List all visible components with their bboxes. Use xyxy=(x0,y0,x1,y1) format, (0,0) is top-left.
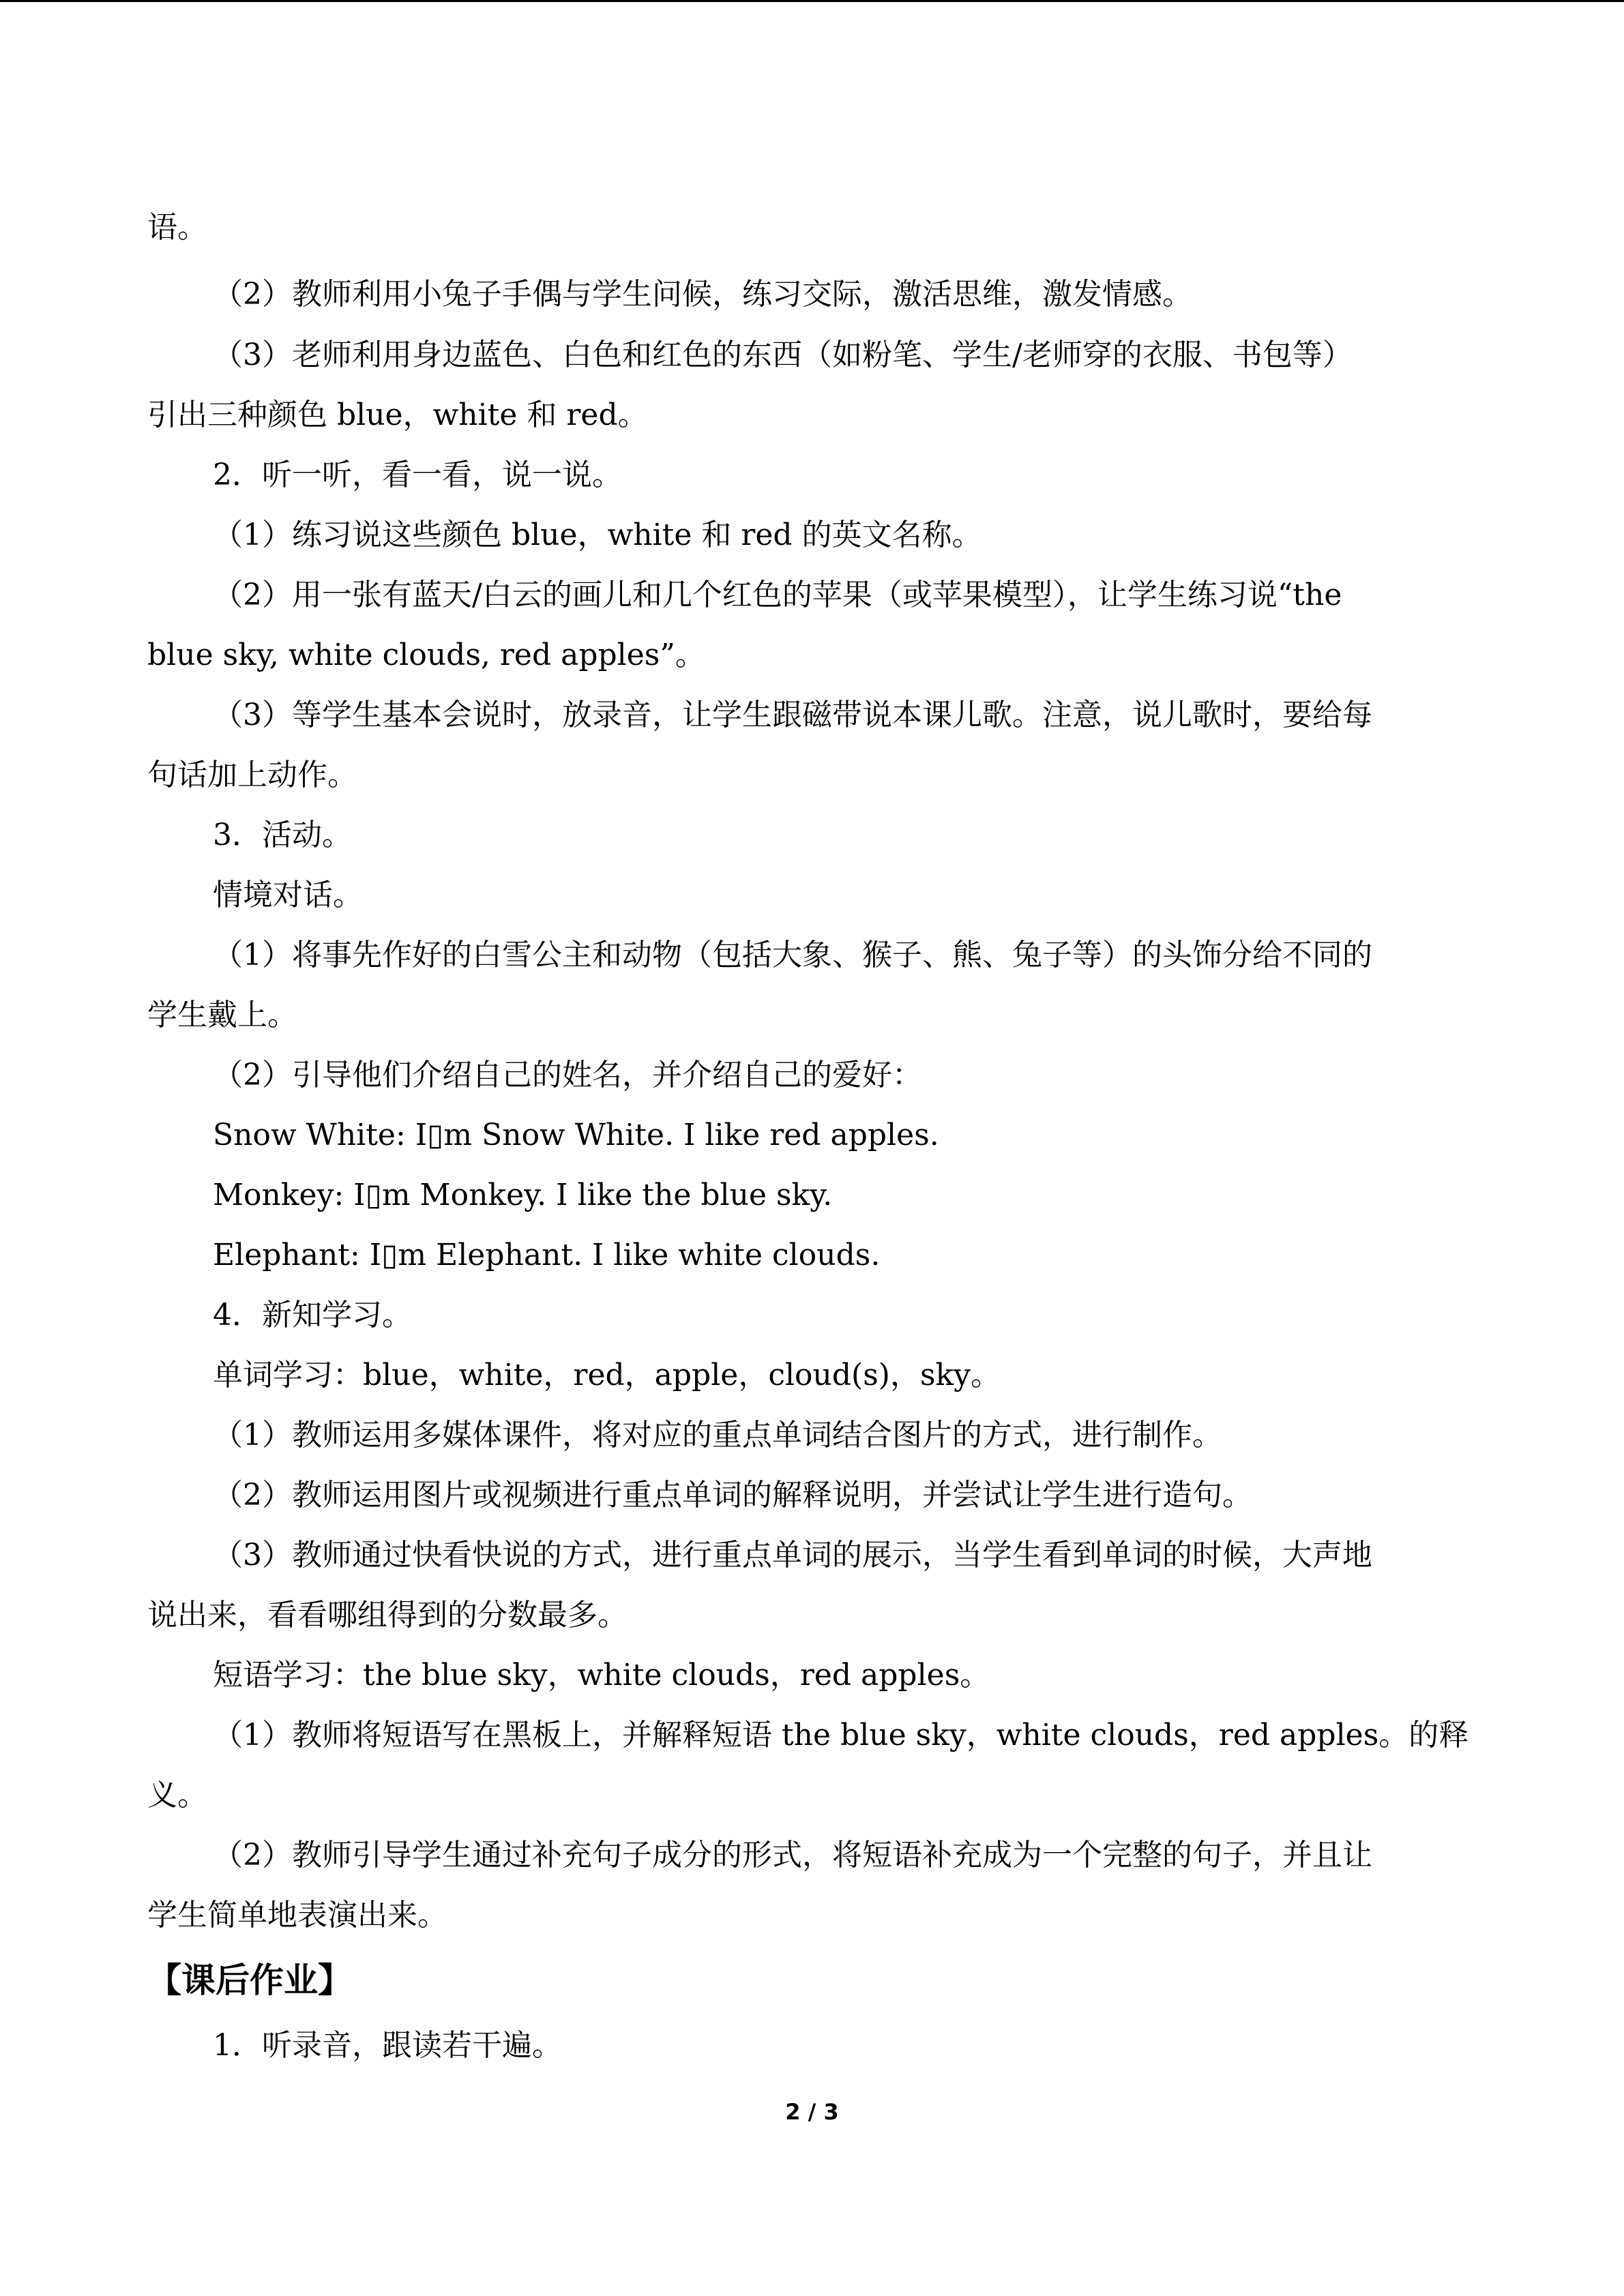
text-line: 句话加上动作。 xyxy=(147,758,357,792)
text-line: 引出三种颜色 blue，white 和 red。 xyxy=(147,398,648,432)
text-line: blue sky, white clouds, red apples”。 xyxy=(147,638,705,672)
text-line: 学生戴上。 xyxy=(147,998,297,1032)
text-line: 义。 xyxy=(147,1778,207,1813)
text-line: 短语学习：the blue sky，white clouds，red apples。 xyxy=(213,1658,990,1693)
text-line: 1．听录音，跟读若干遍。 xyxy=(213,2028,562,2063)
text-line: 语。 xyxy=(147,210,207,245)
page-top-border xyxy=(0,0,1624,2)
page-number: 2 / 3 xyxy=(785,2099,839,2125)
text-line: 2．听一听，看一看，说一说。 xyxy=(213,458,622,492)
dialogue-line: Elephant: I▯m Elephant. I like white clouds. xyxy=(213,1238,881,1272)
text-line: （3）等学生基本会说时，放录音，让学生跟磁带说本课儿歌。注意，说儿歌时，要给每 xyxy=(213,698,1372,732)
text-line: （2）引导他们介绍自己的姓名，并介绍自己的爱好： xyxy=(213,1058,922,1092)
text-line: （3）教师通过快看快说的方式，进行重点单词的展示，当学生看到单词的时候，大声地 xyxy=(213,1538,1372,1572)
text-line: （2）教师运用图片或视频进行重点单词的解释说明，并尝试让学生进行造句。 xyxy=(213,1478,1252,1512)
text-line: （2）教师利用小兔子手偶与学生问候，练习交际，激活思维，激发情感。 xyxy=(213,277,1192,312)
text-line: （1）练习说这些颜色 blue，white 和 red 的英文名称。 xyxy=(213,518,982,552)
text-line: 3．活动。 xyxy=(213,818,352,852)
section-heading: 【课后作业】 xyxy=(147,1960,352,2000)
text-line: 4．新知学习。 xyxy=(213,1298,412,1332)
dialogue-line: Snow White: I▯m Snow White. I like red apples. xyxy=(213,1118,939,1152)
text-line: （3）老师利用身边蓝色、白色和红色的东西（如粉笔、学生/老师穿的衣服、书包等） xyxy=(213,338,1353,372)
text-line: （1）教师运用多媒体课件，将对应的重点单词结合图片的方式，进行制作。 xyxy=(213,1418,1222,1452)
text-line: （1）将事先作好的白雪公主和动物（包括大象、猴子、熊、兔子等）的头饰分给不同的 xyxy=(213,938,1372,972)
text-line: （2）用一张有蓝天/白云的画儿和几个红色的苹果（或苹果模型），让学生练习说“the xyxy=(213,578,1342,612)
dialogue-line: Monkey: I▯m Monkey. I like the blue sky. xyxy=(213,1178,833,1212)
text-line: 情境对话。 xyxy=(213,878,363,912)
text-line: （1）教师将短语写在黑板上，并解释短语 the blue sky，white clouds，red apples。的释 xyxy=(213,1718,1469,1753)
text-line: 单词学习：blue，white，red，apple，cloud(s)，sky。 xyxy=(213,1358,1001,1392)
text-line: 说出来，看看哪组得到的分数最多。 xyxy=(147,1598,628,1632)
text-line: 学生简单地表演出来。 xyxy=(147,1898,447,1933)
text-line: （2）教师引导学生通过补充句子成分的形式，将短语补充成为一个完整的句子，并且让 xyxy=(213,1838,1372,1873)
